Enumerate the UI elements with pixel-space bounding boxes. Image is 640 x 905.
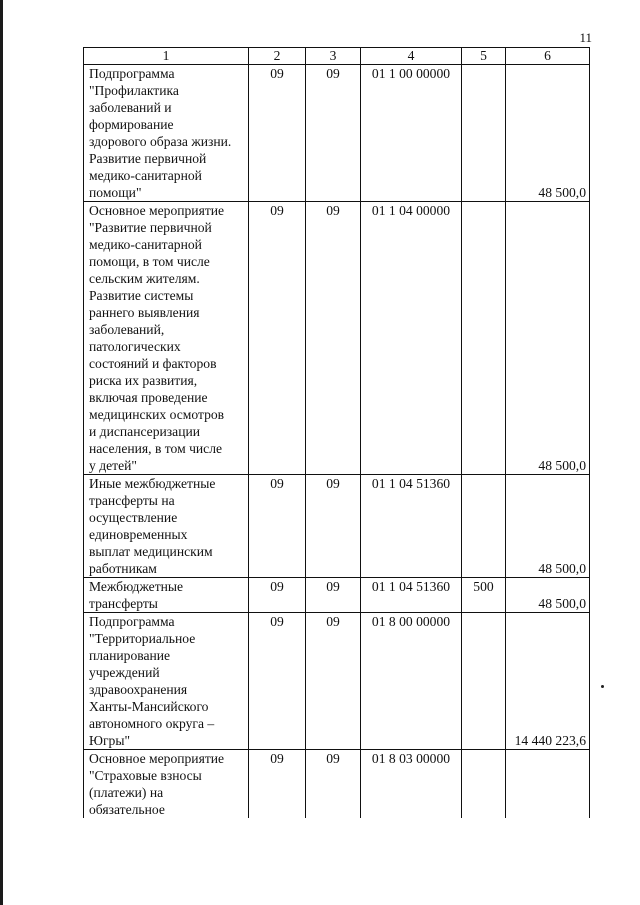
column-header-2: 2 — [249, 48, 306, 65]
item-name-line: Подпрограмма — [89, 66, 175, 81]
item-name-line: работникам — [89, 561, 157, 576]
item-name-line: у детей" — [89, 458, 137, 473]
subsection-code-cell: 09 — [306, 65, 361, 202]
item-name-line: Развитие системы — [89, 288, 194, 303]
amount-cell: 48 500,0 — [506, 475, 590, 578]
item-name-line: "Профилактика — [89, 83, 179, 98]
item-name-line: патологических — [89, 339, 181, 354]
table-row — [84, 202, 590, 475]
subsection-code-cell: 09 — [306, 578, 361, 613]
expense-type-cell: 500 — [462, 578, 506, 613]
amount-cell: 14 440 223,6 — [506, 613, 590, 750]
item-name-line: Развитие первичной — [89, 151, 207, 166]
section-code-cell: 09 — [249, 578, 306, 613]
target-article-cell: 01 1 04 51360 — [361, 578, 462, 613]
expense-type-cell — [462, 65, 506, 202]
item-name-line: планирование — [89, 648, 171, 663]
item-name-line: Основное мероприятие — [89, 203, 225, 218]
section-code-cell: 09 — [249, 750, 306, 819]
item-name-line: учреждений — [89, 665, 160, 680]
item-name-line: Основное мероприятие — [89, 751, 225, 766]
subsection-code-cell: 09 — [306, 475, 361, 578]
expense-type-cell — [462, 613, 506, 750]
item-name-line: "Развитие первичной — [89, 220, 212, 235]
table-row — [84, 475, 590, 578]
item-name-line: здорового образа жизни. — [89, 134, 232, 149]
column-header-6: 6 — [506, 48, 590, 65]
expense-type-cell — [462, 202, 506, 475]
amount-cell — [506, 750, 590, 819]
item-name-line: Межбюджетные — [89, 579, 184, 594]
item-name-line: Ханты-Мансийского — [89, 699, 209, 714]
budget-table — [83, 47, 590, 818]
item-name-line: осуществление — [89, 510, 178, 525]
item-name-line: медицинских осмотров — [89, 407, 225, 422]
target-article-cell: 01 8 03 00000 — [361, 750, 462, 819]
item-name-line: здравоохранения — [89, 682, 188, 697]
scan-edge-shadow — [0, 0, 3, 905]
item-name-line: автономного округа – — [89, 716, 215, 731]
amount-cell: 48 500,0 — [506, 65, 590, 202]
expense-type-cell — [462, 750, 506, 819]
column-header-5: 5 — [462, 48, 506, 65]
item-name-line: выплат медицинским — [89, 544, 213, 559]
table-row — [84, 750, 590, 819]
table-body — [84, 65, 590, 819]
target-article-cell: 01 1 00 00000 — [361, 65, 462, 202]
amount-cell: 48 500,0 — [506, 202, 590, 475]
item-name-cell — [84, 65, 249, 202]
item-name-cell — [84, 475, 249, 578]
item-name-line: "Страховые взносы — [89, 768, 202, 783]
item-name-line: обязательное — [89, 802, 165, 817]
item-name-line: населения, в том числе — [89, 441, 223, 456]
item-name-line: раннего выявления — [89, 305, 200, 320]
section-code-cell: 09 — [249, 65, 306, 202]
item-name-line: медико-санитарной — [89, 168, 202, 183]
expense-type-cell — [462, 475, 506, 578]
item-name-line: "Территориальное — [89, 631, 196, 646]
header-row — [84, 48, 590, 65]
column-header-4: 4 — [361, 48, 462, 65]
item-name-line: формирование — [89, 117, 174, 132]
item-name-line: и диспансеризации — [89, 424, 201, 439]
section-code-cell: 09 — [249, 202, 306, 475]
item-name-line: сельским жителям. — [89, 271, 200, 286]
item-name-line: Иные межбюджетные — [89, 476, 216, 491]
item-name-cell — [84, 750, 249, 819]
item-name-line: помощи, в том числе — [89, 254, 210, 269]
item-name-line: Югры" — [89, 733, 131, 748]
subsection-code-cell: 09 — [306, 202, 361, 475]
section-code-cell: 09 — [249, 475, 306, 578]
target-article-cell: 01 1 04 51360 — [361, 475, 462, 578]
column-header-3: 3 — [306, 48, 361, 65]
subsection-code-cell: 09 — [306, 613, 361, 750]
subsection-code-cell: 09 — [306, 750, 361, 819]
item-name-line: помощи" — [89, 185, 142, 200]
item-name-line: включая проведение — [89, 390, 208, 405]
item-name-line: медико-санитарной — [89, 237, 202, 252]
item-name-line: риска их развития, — [89, 373, 198, 388]
target-article-cell: 01 1 04 00000 — [361, 202, 462, 475]
item-name-line: (платежи) на — [89, 785, 164, 800]
target-article-cell: 01 8 00 00000 — [361, 613, 462, 750]
page-number: 11 — [579, 30, 592, 45]
item-name-line: заболеваний, — [89, 322, 165, 337]
item-name-line: заболеваний и — [89, 100, 172, 115]
table-row — [84, 613, 590, 750]
scan-speck — [601, 685, 604, 688]
item-name-line: Подпрограмма — [89, 614, 175, 629]
item-name-cell — [84, 202, 249, 475]
item-name-line: состояний и факторов — [89, 356, 217, 371]
table-row — [84, 65, 590, 202]
item-name-line: трансферты — [89, 596, 158, 611]
section-code-cell: 09 — [249, 613, 306, 750]
item-name-line: единовременных — [89, 527, 188, 542]
item-name-line: трансферты на — [89, 493, 175, 508]
table-row — [84, 578, 590, 613]
column-header-1: 1 — [84, 48, 249, 65]
amount-cell: 48 500,0 — [506, 578, 590, 613]
item-name-cell — [84, 578, 249, 613]
item-name-cell — [84, 613, 249, 750]
